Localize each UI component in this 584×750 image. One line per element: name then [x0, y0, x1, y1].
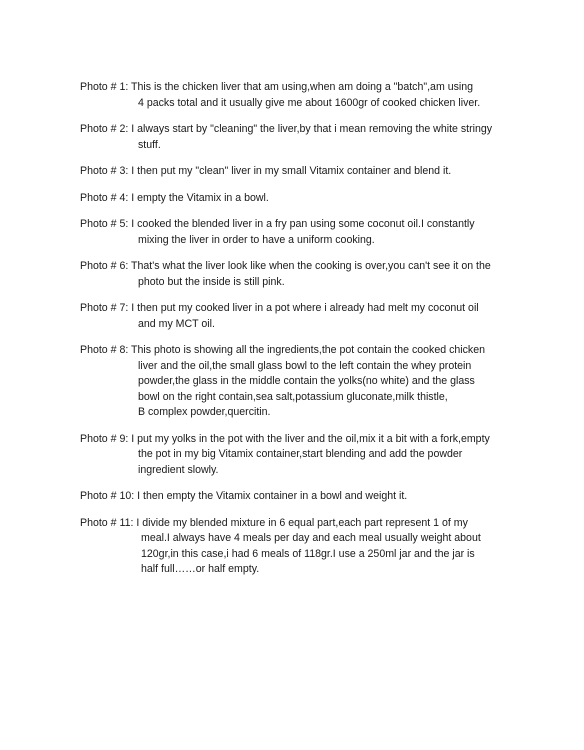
photo-note-6-line-2: photo but the inside is still pink. [138, 275, 285, 288]
photo-note-2-line-2: stuff. [138, 138, 161, 151]
photo-note-10 [80, 489, 530, 505]
photo-note-5 [80, 217, 530, 248]
photo-note-11 [80, 516, 530, 578]
photo-note-4-line-1: Photo # 4: I empty the Vitamix in a bowl. [80, 191, 269, 204]
photo-note-8 [80, 343, 530, 421]
photo-note-3 [80, 164, 530, 180]
photo-note-5-line-1: Photo # 5: I cooked the blended liver in a fry pan using some coconut oil.I constantly [80, 218, 475, 230]
photo-note-9 [80, 432, 530, 479]
photo-note-9-line-2: the pot in my big Vitamix container,start blending and add the powder [138, 448, 463, 460]
photo-note-4 [80, 191, 530, 207]
photo-note-2-line-1: Photo # 2: I always start by "cleaning" the liver,by that i mean removing the white stringy [80, 123, 493, 135]
photo-note-1-line-2: 4 packs total and it usually give me about 1600gr of cooked chicken liver. [138, 96, 481, 109]
photo-note-6 [80, 259, 530, 290]
photo-notes-list [80, 80, 530, 589]
photo-note-7-line-2: and my MCT oil. [138, 317, 215, 330]
photo-note-8-line-3: powder,the glass in the middle contain the yolks(no white) and the glass [138, 375, 475, 387]
photo-note-3-line-1: Photo # 3: I then put my "clean" liver in my small Vitamix container and blend it. [80, 165, 452, 177]
photo-note-1 [80, 80, 530, 111]
photo-note-9-line-1: Photo # 9: I put my yolks in the pot with the liver and the oil,mix it a bit with a fork,empty [80, 432, 490, 445]
photo-note-11-line-4: half full……or half empty. [141, 563, 260, 575]
photo-note-8-line-4: bowl on the right contain,sea salt,potassium gluconate,milk thistle, [138, 390, 448, 403]
photo-note-11-line-1: Photo # 11: I divide my blended mixture in 6 equal part,each part represent 1 of my [80, 516, 468, 529]
photo-note-8-line-2: liver and the oil,the small glass bowl to the left contain the whey protein [138, 359, 472, 372]
photo-note-10-line-1: Photo # 10: I then empty the Vitamix container in a bowl and weight it. [80, 490, 408, 502]
photo-note-5-line-2: mixing the liver in order to have a uniform cooking. [138, 233, 375, 246]
photo-note-6-line-1: Photo # 6: That's what the liver look like when the cooking is over,you can't see it on the [80, 260, 491, 272]
photo-note-8-line-1: Photo # 8: This photo is showing all the ingredients,the pot contain the cooked chicken [80, 344, 485, 356]
photo-note-11-line-2: meal.I always have 4 meals per day and each meal usually weight about [141, 532, 481, 544]
photo-note-9-line-3: ingredient slowly. [138, 463, 219, 476]
photo-note-7-line-1: Photo # 7: I then put my cooked liver in a pot where i already had melt my coconut oil [80, 302, 479, 314]
photo-note-7 [80, 301, 530, 332]
photo-note-2 [80, 122, 530, 153]
photo-note-11-line-3: 120gr,in this case,i had 6 meals of 118gr.I use a 250ml jar and the jar is [141, 547, 475, 560]
photo-note-8-line-5: B complex powder,quercitin. [138, 406, 271, 418]
photo-note-1-line-1: Photo # 1: This is the chicken liver that am using,when am doing a "batch",am using [80, 81, 474, 93]
